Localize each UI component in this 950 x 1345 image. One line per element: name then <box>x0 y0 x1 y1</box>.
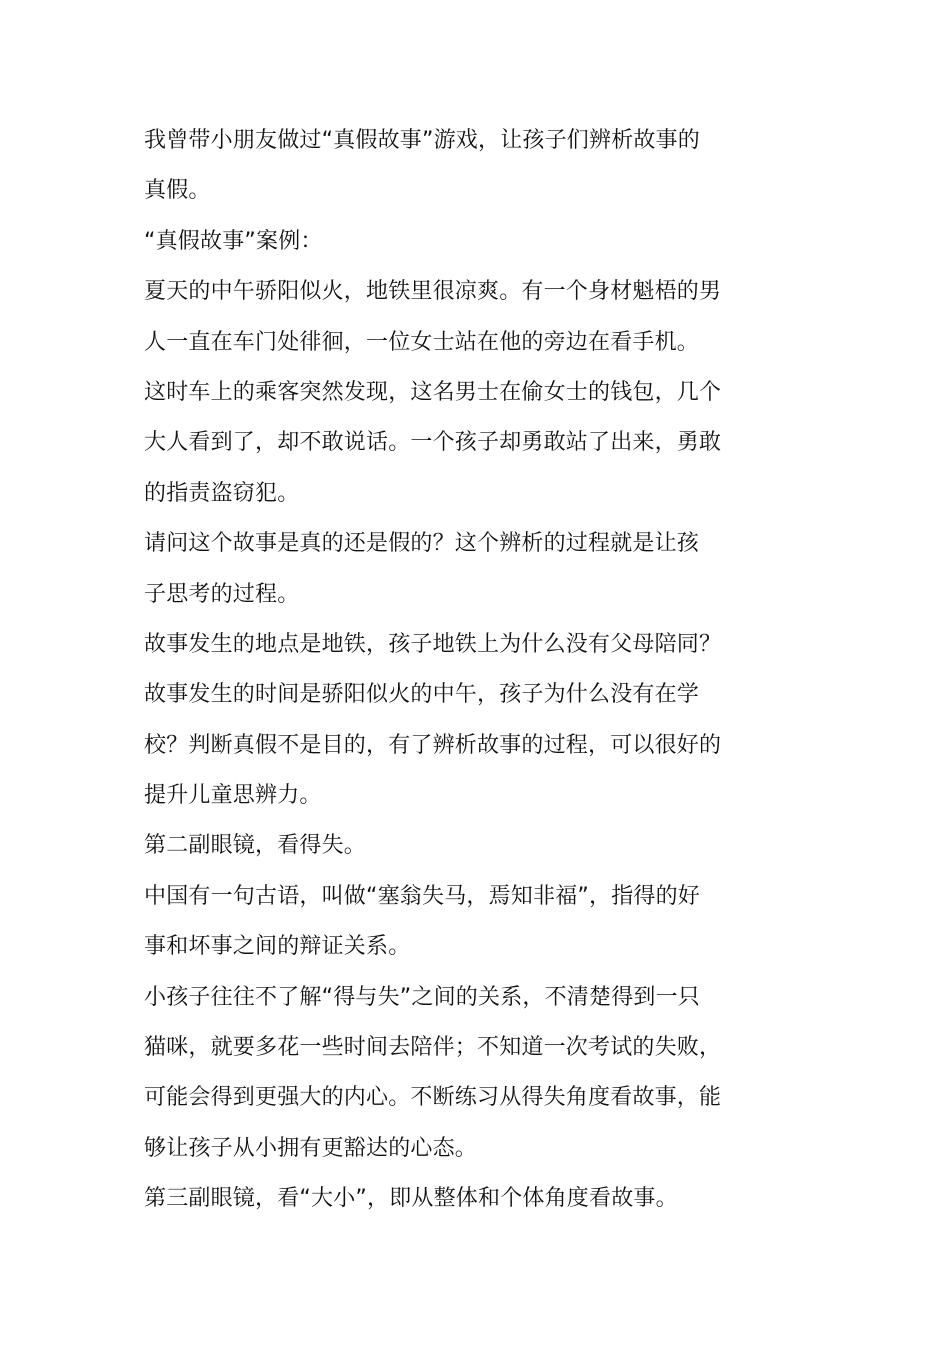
text-line: 小孩子往往不了解“得与失”之间的关系，不清楚得到一只 <box>144 984 700 1010</box>
text-line: 第二副眼镜，看得失。 <box>144 833 367 859</box>
text-line: 中国有一句古语，叫做“塞翁失马，焉知非福”，指得的好 <box>144 883 700 909</box>
document-body <box>144 116 764 1225</box>
text-line: “真假故事”案例： <box>144 228 323 254</box>
text-line: 大人看到了，却不敢说话。一个孩子却勇敢站了出来，勇敢 <box>144 430 722 456</box>
text-line: 我曾带小朋友做过“真假故事”游戏，让孩子们辨析故事的 <box>144 128 700 153</box>
text-line: 校？判断真假不是目的，有了辨析故事的过程，可以很好的 <box>144 732 722 758</box>
text-line: 猫咪，就要多花一些时间去陪伴；不知道一次考试的失败， <box>144 1035 722 1061</box>
text-line: 夏天的中午骄阳似火，地铁里很凉爽。有一个身材魁梧的男 <box>144 279 722 305</box>
text-line: 够让孩子从小拥有更豁达的心态。 <box>144 1135 478 1161</box>
text-line: 人一直在车门处徘徊，一位女士站在他的旁边在看手机。 <box>144 329 700 355</box>
text-line: 故事发生的地点是地铁，孩子地铁上为什么没有父母陪同？ <box>144 631 722 657</box>
text-line: 可能会得到更强大的内心。不断练习从得失角度看故事，能 <box>144 1085 722 1111</box>
text-line: 第三副眼镜，看“大小”，即从整体和个体角度看故事。 <box>144 1186 678 1212</box>
text-line: 这时车上的乘客突然发现，这名男士在偷女士的钱包，几个 <box>144 379 722 405</box>
text-line: 事和坏事之间的辩证关系。 <box>144 934 411 960</box>
text-line: 真假。 <box>144 178 211 204</box>
text-line: 提升儿童思辨力。 <box>144 783 322 809</box>
text-line: 的指责盗窃犯。 <box>144 480 300 506</box>
text-line: 故事发生的时间是骄阳似火的中午，孩子为什么没有在学 <box>144 682 700 708</box>
text-line: 子思考的过程。 <box>144 581 300 607</box>
text-line: 请问这个故事是真的还是假的？这个辨析的过程就是让孩 <box>144 531 700 557</box>
